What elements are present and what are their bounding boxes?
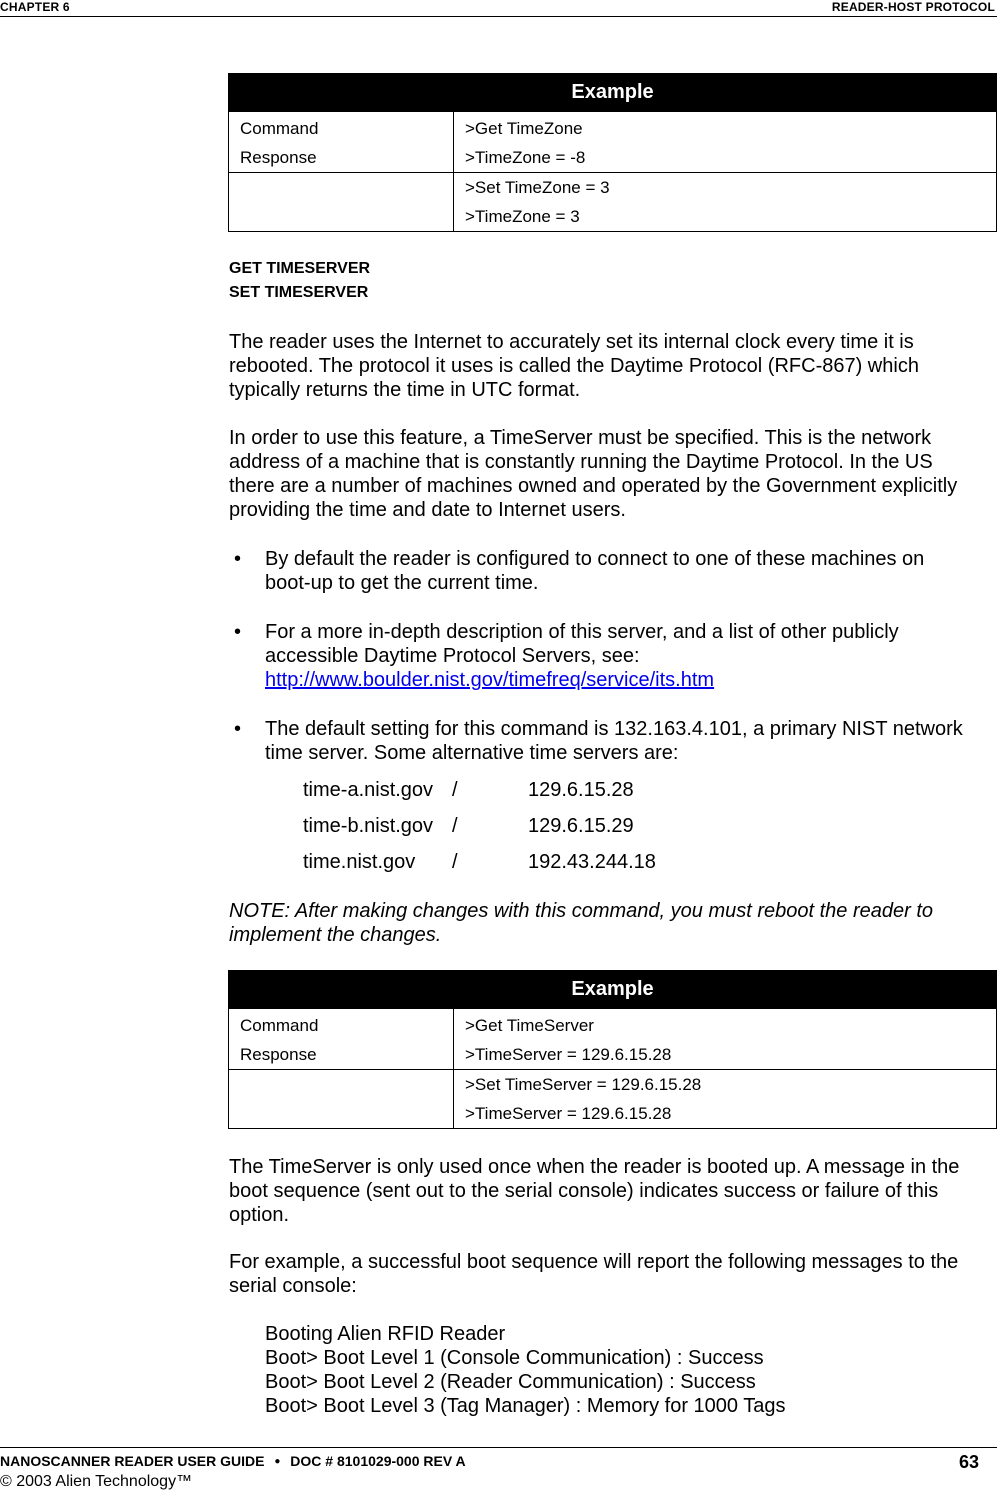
footer-doc-info: [0, 1453, 466, 1469]
paragraph-boot-once: The TimeServer is only used once when the reader is booted up. A message in the boot sequence (sent out to the serial console) indicates success or failure of this option.: [229, 1156, 960, 1226]
section-heading-set: SET TIMESERVER: [229, 284, 369, 301]
boot-line: Boot> Boot Level 1 (Console Communication) : Success: [265, 1347, 764, 1369]
page-number: 63: [958, 1452, 979, 1472]
paragraph-intro: The reader uses the Internet to accurately set its internal clock every time it is rebooted. The protocol it uses is called the Daytime Protocol (RFC-867) which typically returns the time in UTC format.: [229, 331, 919, 401]
footer-doc-number: DOC # 8101029-000 REV A: [290, 1453, 466, 1469]
chapter-label: CHAPTER 6: [0, 0, 70, 14]
boot-line: Boot> Boot Level 2 (Reader Communication) : Success: [265, 1371, 756, 1393]
example-table-title: Example: [229, 74, 997, 112]
footer-guide-title: NANOSCANNER READER USER GUIDE: [0, 1453, 265, 1469]
server-ip: 129.6.15.29: [528, 815, 634, 837]
bullet-separator-icon: ●: [274, 1456, 281, 1467]
footer-divider: [0, 1447, 997, 1448]
copyright: © 2003 Alien Technology™: [0, 1473, 193, 1490]
example-table-timezone: [228, 73, 997, 232]
server-name: time.nist.gov: [303, 851, 416, 873]
note-reboot: NOTE: After making changes with this command, you must reboot the reader to implement the changes.: [229, 900, 934, 946]
nist-link[interactable]: http://www.boulder.nist.gov/timefreq/service/its.htm: [265, 669, 715, 691]
paragraph-timeserver: In order to use this feature, a TimeServer must be specified. This is the network address of a machine that is constantly running the Daytime Protocol. In the US there are a number of machines owned and operated by the Government explicitly providing the time and date to Internet users.: [229, 427, 958, 521]
section-label: READER-HOST PROTOCOL: [831, 0, 995, 14]
example-table-title: Example: [229, 971, 997, 1009]
table-cell: Response: [229, 1040, 454, 1070]
server-separator: /: [452, 779, 458, 801]
table-cell: >TimeServer = 129.6.15.28: [454, 1099, 997, 1129]
header-divider: [0, 16, 997, 17]
table-cell: [229, 202, 454, 232]
bullet-icon: •: [234, 718, 242, 740]
table-cell: Command: [229, 1009, 454, 1041]
table-cell: >TimeZone = -8: [454, 143, 997, 173]
section-heading-get: GET TIMESERVER: [229, 260, 371, 277]
table-cell: Response: [229, 143, 454, 173]
table-cell: >Get TimeServer: [454, 1009, 997, 1041]
table-cell: [229, 1099, 454, 1129]
paragraph-boot-example: For example, a successful boot sequence will report the following messages to the serial console:: [229, 1251, 959, 1297]
table-cell: >TimeServer = 129.6.15.28: [454, 1040, 997, 1070]
server-name: time-b.nist.gov: [303, 815, 434, 837]
table-cell: >TimeZone = 3: [454, 202, 997, 232]
table-cell: >Get TimeZone: [454, 112, 997, 144]
table-cell: >Set TimeZone = 3: [454, 173, 997, 203]
server-name: time-a.nist.gov: [303, 779, 434, 801]
bullet-default-setting: The default setting for this command is 132.163.4.101, a primary NIST network time server. Some alternative time servers are:: [265, 718, 963, 764]
bullet-default-connect: By default the reader is configured to connect to one of these machines on boot-up to get the current time.: [265, 548, 925, 594]
bullet-more-info: For a more in-depth description of this server, and a list of other publicly accessible Daytime Protocol Servers, see:: [265, 621, 899, 667]
server-separator: /: [452, 815, 458, 837]
server-ip: 129.6.15.28: [528, 779, 634, 801]
table-cell: [229, 1070, 454, 1100]
server-ip: 192.43.244.18: [528, 851, 656, 873]
boot-line: Boot> Boot Level 3 (Tag Manager) : Memory for 1000 Tags: [265, 1395, 786, 1417]
bullet-icon: •: [234, 621, 242, 643]
bullet-icon: •: [234, 548, 242, 570]
table-cell: Command: [229, 112, 454, 144]
boot-line: Booting Alien RFID Reader: [265, 1323, 506, 1345]
table-cell: >Set TimeServer = 129.6.15.28: [454, 1070, 997, 1100]
example-table-timeserver: [228, 970, 997, 1129]
table-cell: [229, 173, 454, 203]
server-separator: /: [452, 851, 458, 873]
